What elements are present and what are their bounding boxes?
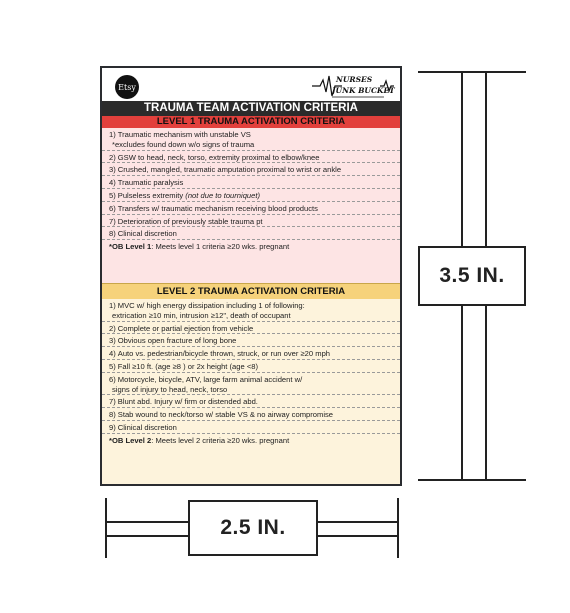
width-label: 2.5 IN. <box>188 500 318 556</box>
ob-label: *OB Level 1 <box>109 242 152 252</box>
brand-logo <box>312 72 394 100</box>
criteria-item <box>102 163 400 176</box>
card-face <box>102 68 400 484</box>
criteria-number: 9) <box>109 422 116 432</box>
criteria-number: 2) <box>109 152 116 162</box>
criteria-number: 7) <box>109 216 116 226</box>
criteria-number: 6) <box>109 203 116 213</box>
criteria-number: 1) <box>109 130 116 139</box>
criteria-number: 1) <box>109 301 116 310</box>
criteria-text: Traumatic paralysis <box>117 178 184 188</box>
criteria-item <box>102 395 400 408</box>
criteria-text: Motorcycle, bicycle, ATV, large farm animal accident w/ <box>117 374 303 384</box>
criteria-item <box>102 189 400 202</box>
criteria-number: 7) <box>109 397 116 407</box>
criteria-number: 2) <box>109 323 116 333</box>
criteria-number: 4) <box>109 349 116 359</box>
criteria-item <box>102 421 400 434</box>
criteria-item <box>102 408 400 421</box>
criteria-item <box>102 202 400 215</box>
ob-text: : Meets level 1 criteria ≥20 wks. pregnant <box>151 242 290 252</box>
card-header <box>102 68 400 101</box>
criteria-text: Crushed, mangled, traumatic amputation proximal to wrist or ankle <box>117 165 342 175</box>
criteria-text: MVC w/ high energy dissipation including 1 of following: <box>117 301 305 310</box>
product-card <box>100 66 402 486</box>
criteria-subtext: signs of injury to head, neck, torso <box>112 384 228 394</box>
brand-name-line2: JUNK BUCKET <box>332 86 395 95</box>
ob-label: *OB Level 2 <box>109 435 152 445</box>
criteria-text: Obvious open fracture of long bone <box>117 336 237 346</box>
criteria-item <box>102 347 400 360</box>
criteria-number: 3) <box>109 165 116 175</box>
criteria-subtext: extrication ≥10 min, intrusion ≥12", death of occupant <box>112 310 291 320</box>
criteria-item <box>102 373 400 396</box>
criteria-text: Auto vs. pedestrian/bicycle thrown, struck, or run over ≥20 mph <box>117 349 331 359</box>
criteria-number: 4) <box>109 178 116 188</box>
criteria-number: 6) <box>109 374 116 384</box>
criteria-text: GSW to head, neck, torso, extremity proximal to elbow/knee <box>117 152 320 162</box>
height-label: 3.5 IN. <box>418 246 526 306</box>
criteria-text: Transfers w/ traumatic mechanism receiving blood products <box>117 203 318 213</box>
ob-text: : Meets level 2 criteria ≥20 wks. pregnant <box>151 435 290 445</box>
criteria-number: 8) <box>109 229 116 239</box>
brand-name-line1: NURSES <box>336 75 373 84</box>
ob-criteria-item <box>102 240 400 252</box>
criteria-text: Clinical discretion <box>117 229 177 239</box>
criteria-item <box>102 151 400 164</box>
criteria-item <box>102 299 400 322</box>
criteria-item <box>102 227 400 240</box>
criteria-subtext: *excludes found down w/o signs of trauma <box>112 139 255 149</box>
criteria-text: Complete or partial ejection from vehicle <box>117 323 254 333</box>
criteria-text: Fall ≥10 ft. (age ≥8 ) or 2x height (age <8) <box>117 361 259 371</box>
criteria-text: Traumatic mechanism with unstable VS <box>117 130 251 139</box>
criteria-number: 3) <box>109 336 116 346</box>
criteria-note: (not due to tourniquet) <box>185 190 261 200</box>
level1-header: LEVEL 1 TRAUMA ACTIVATION CRITERIA <box>102 116 400 128</box>
criteria-text: Deterioration of previously stable trauma pt <box>117 216 263 226</box>
criteria-text: Stab wound to neck/torso w/ stable VS & no airway compromise <box>117 410 334 420</box>
card-title: TRAUMA TEAM ACTIVATION CRITERIA <box>102 101 400 116</box>
criteria-number: 8) <box>109 410 116 420</box>
level2-criteria-list <box>102 299 400 484</box>
criteria-item <box>102 322 400 335</box>
criteria-item <box>102 360 400 373</box>
criteria-item <box>102 215 400 228</box>
criteria-item <box>102 128 400 151</box>
criteria-number: 5) <box>109 190 116 200</box>
criteria-text: Pulseless extremity <box>117 190 186 200</box>
level1-criteria-list <box>102 128 400 283</box>
criteria-item <box>102 334 400 347</box>
level2-header: LEVEL 2 TRAUMA ACTIVATION CRITERIA <box>102 283 400 299</box>
etsy-logo: Etsy <box>115 75 139 99</box>
criteria-text: Blunt abd. Injury w/ firm or distended abd. <box>117 397 258 407</box>
criteria-item <box>102 176 400 189</box>
ob-criteria-item <box>102 434 400 446</box>
criteria-number: 5) <box>109 361 116 371</box>
criteria-text: Clinical discretion <box>117 422 177 432</box>
